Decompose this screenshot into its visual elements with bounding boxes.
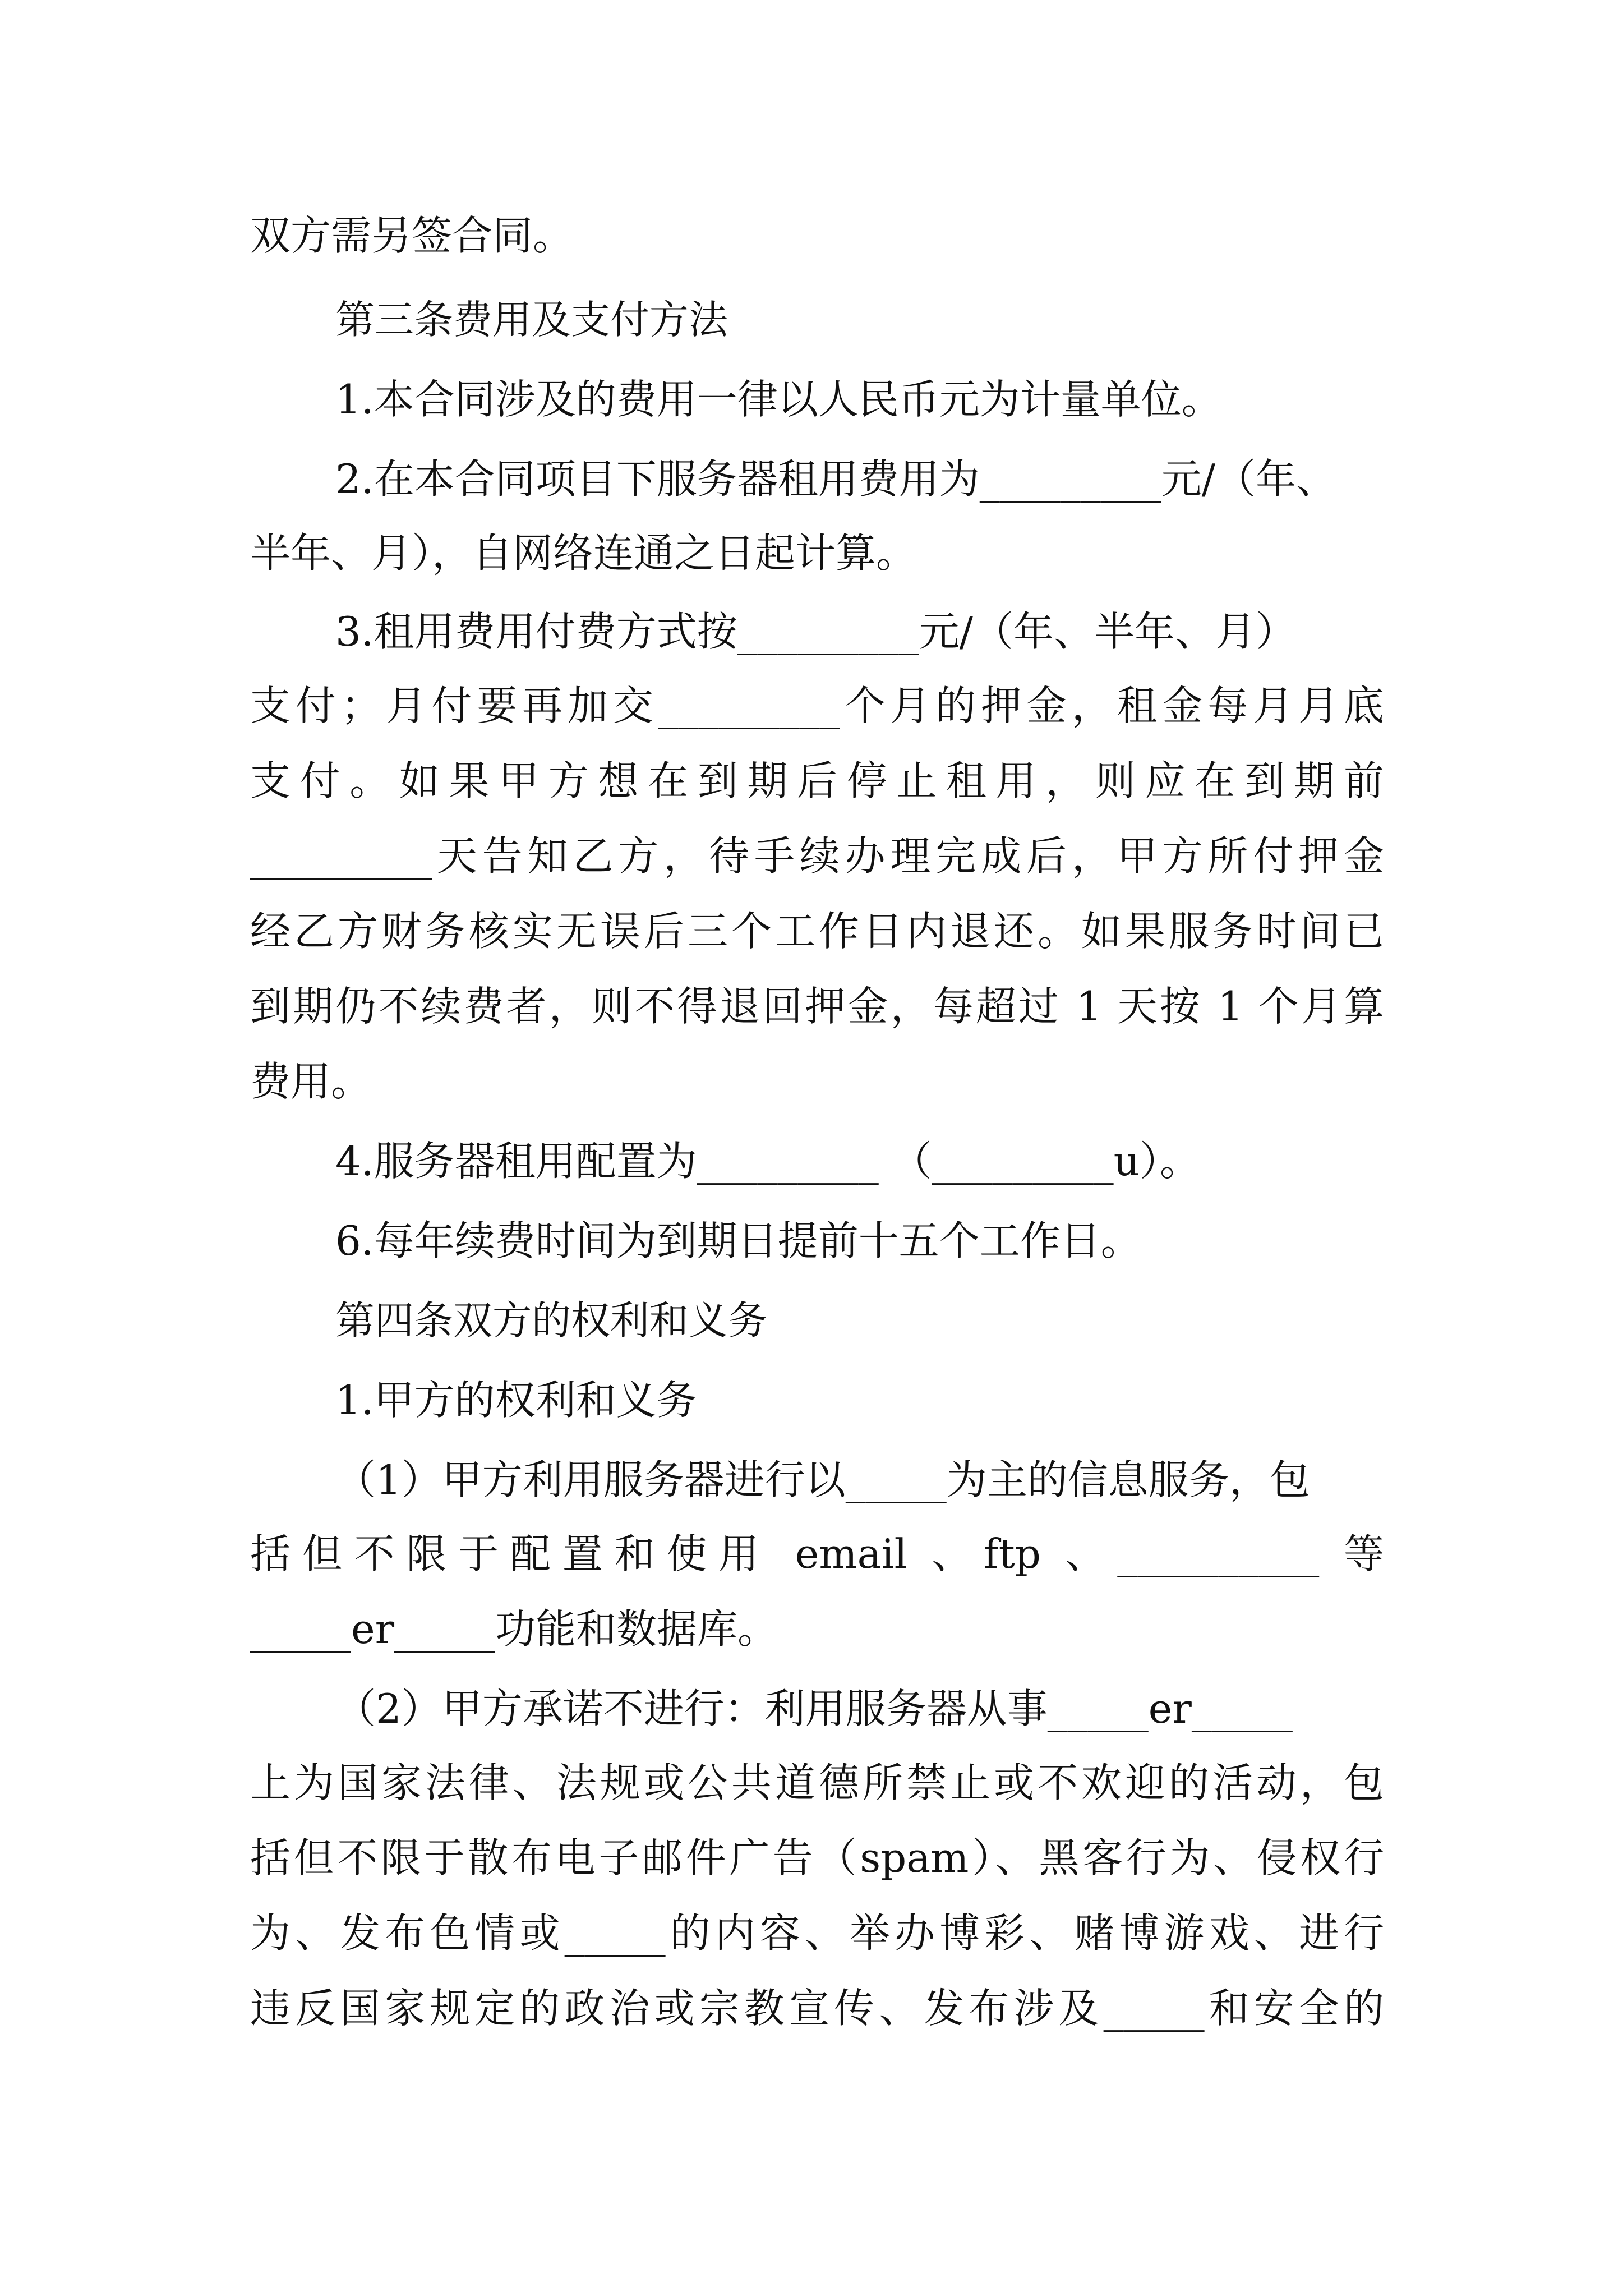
- paragraph-line: 1.本合同涉及的费用一律以人民币元为计量单位。: [335, 376, 1222, 423]
- paragraph-line: 2.在本合同项目下服务器租用费用为_________元/（年、: [335, 455, 1336, 503]
- paragraph-line: 支付。如果甲方想在到期后停止租用，则应在到期前: [250, 757, 1384, 804]
- paragraph-line: 支付；月付要再加交_________个月的押金，租金每月月底: [250, 682, 1384, 729]
- paragraph-line: 上为国家法律、法规或公共道德所禁止或不欢迎的活动，包: [250, 1759, 1384, 1806]
- section-heading: 第三条费用及支付方法: [335, 297, 728, 343]
- paragraph-line: 经乙方财务核实无误后三个工作日内退还。如果服务时间已: [250, 908, 1384, 955]
- section-heading: 第四条双方的权利和义务: [335, 1297, 767, 1343]
- paragraph-line: 费用。: [250, 1058, 372, 1105]
- paragraph-line: 1.甲方的权利和义务: [335, 1377, 697, 1424]
- paragraph-line: 到期仍不续费者，则不得退回押金，每超过 1 天按 1 个月算: [250, 983, 1384, 1030]
- paragraph-line: _________天告知乙方，待手续办理完成后，甲方所付押金: [250, 832, 1384, 880]
- paragraph-line: _____er_____功能和数据库。: [250, 1605, 778, 1653]
- paragraph-line: 4.服务器租用配置为_________ （_________u）。: [335, 1138, 1200, 1185]
- paragraph-line: 括但不限于散布电子邮件广告（spam）、黑客行为、侵权行: [250, 1834, 1384, 1881]
- paragraph-line: （2）甲方承诺不进行：利用服务器从事_____er_____: [335, 1685, 1293, 1732]
- paragraph-line: 违反国家规定的政治或宗教宣传、发布涉及_____和安全的: [250, 1985, 1384, 2032]
- paragraph-line: 双方需另签合同。: [250, 212, 574, 259]
- paragraph-line: 6.每年续费时间为到期日提前十五个工作日。: [335, 1217, 1141, 1264]
- paragraph-line: 括但不限于配置和使用 email 、ftp 、__________ 等: [250, 1530, 1384, 1577]
- paragraph-line: 为、发布色情或_____的内容、举办博彩、赌博游戏、进行: [250, 1910, 1384, 1957]
- paragraph-line: 半年、月），自网络连通之日起计算。: [250, 530, 917, 577]
- paragraph-line: （1）甲方利用服务器进行以_____为主的信息服务，包: [335, 1456, 1310, 1503]
- paragraph-line: 3.租用费用付费方式按_________元/（年、半年、月）: [335, 608, 1296, 655]
